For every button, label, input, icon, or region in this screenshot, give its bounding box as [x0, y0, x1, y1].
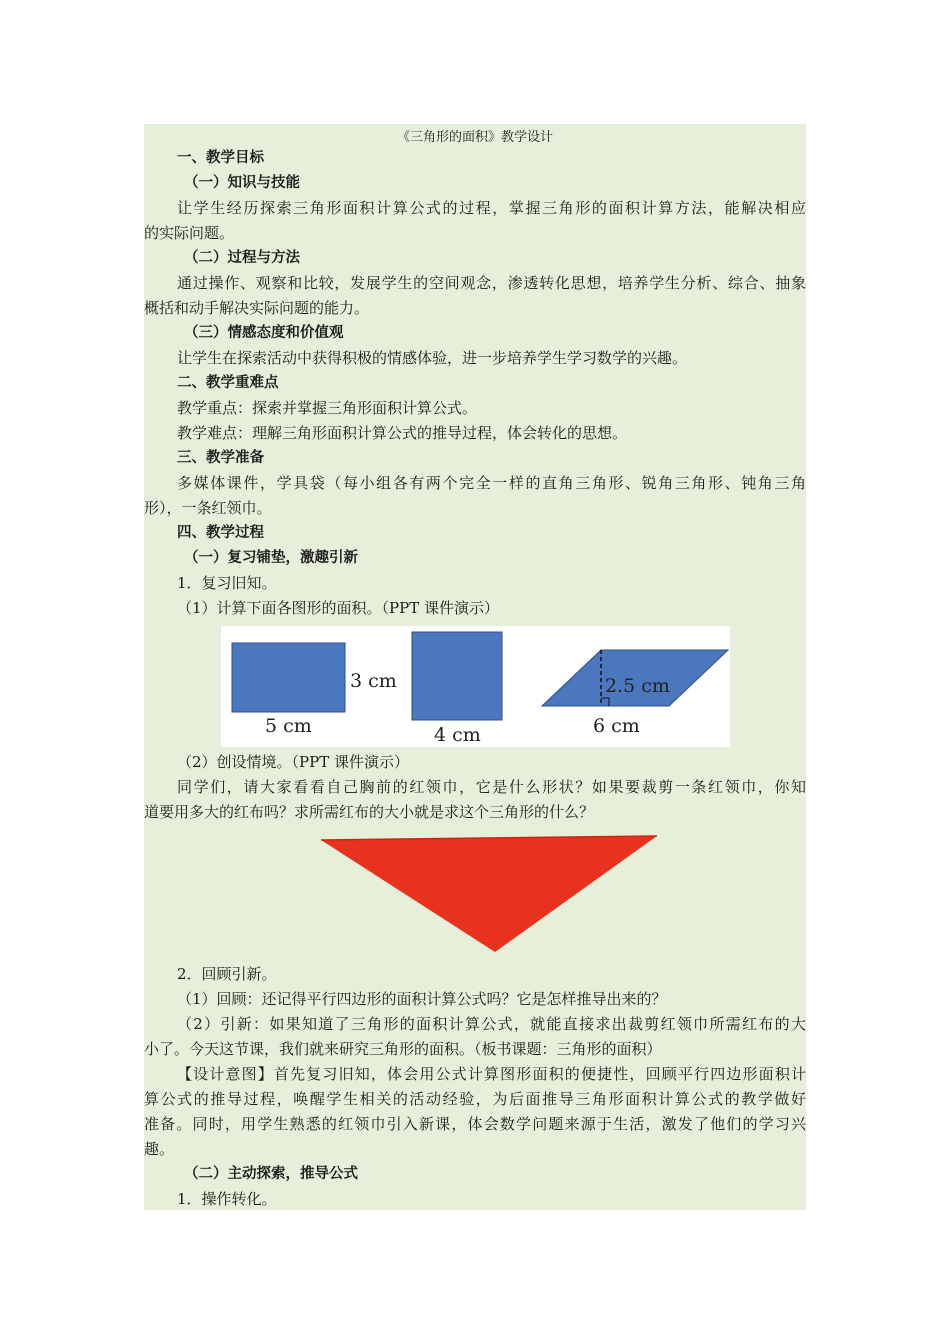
parallelogram-height-label: 2.5 cm: [605, 675, 670, 697]
paragraph-line: （1）回顾：还记得平行四边形的面积计算公式吗？它是怎样推导出来的？: [177, 990, 667, 1008]
heading-process: 四、教学过程: [177, 525, 264, 541]
paragraph-line: 的实际问题。: [144, 224, 235, 242]
paragraph-line: 1．操作转化。: [177, 1190, 277, 1208]
paragraph-line: 教学重点：探索并掌握三角形面积计算公式。: [177, 399, 478, 417]
document-page: [144, 124, 806, 1210]
paragraph-line: 形），一条红领巾。: [144, 499, 272, 517]
paragraph-line: （2）创设情境。（PPT 课件演示）: [177, 753, 410, 771]
square-side-label: 4 cm: [434, 724, 481, 746]
doc-title: 《三角形的面积》教学设计: [396, 130, 553, 145]
parallelogram-base-label: 6 cm: [593, 715, 640, 737]
subheading-knowledge: （一）知识与技能: [184, 175, 300, 191]
square-shape: [412, 632, 502, 720]
paragraph-line: 算公式的推导过程，唤醒学生相关的活动经验，为后面推导三角形面积计算公式的教学做好: [144, 1090, 806, 1108]
paragraph-line: 同学们，请大家看看自己胸前的红领巾，它是什么形状？如果要裁剪一条红领巾，你知: [177, 778, 806, 796]
subheading-explore: （二）主动探索，推导公式: [184, 1166, 358, 1182]
paragraph-line: 2．回顾引新。: [177, 965, 277, 983]
rectangle-width-label: 5 cm: [265, 715, 312, 737]
paragraph-line: 准备。同时，用学生熟悉的红领巾引入新课，体会数学问题来源于生活，激发了他们的学习兴: [144, 1115, 806, 1133]
heading-preparation: 三、教学准备: [177, 450, 264, 466]
shapes-svg: [221, 626, 730, 747]
paragraph-line: 1．复习旧知。: [177, 574, 277, 592]
paragraph-line: 让学生在探索活动中获得积极的情感体验，进一步培养学生学习数学的兴趣。: [177, 349, 688, 367]
design-intent-line: 【设计意图】首先复习旧知，体会用公式计算图形面积的便捷性，回顾平行四边形面积计: [177, 1065, 806, 1083]
paragraph-line: 让学生经历探索三角形面积计算公式的过程，掌握三角形的面积计算方法，能解决相应: [177, 199, 806, 217]
paragraph-line: 概括和动手解决实际问题的能力。: [144, 299, 370, 317]
shapes-figure: [221, 626, 730, 747]
paragraph-line: 教学难点：理解三角形面积计算公式的推导过程，体会转化的思想。: [177, 424, 628, 442]
rectangle-shape: [232, 643, 345, 712]
heading-objectives: 一、教学目标: [177, 150, 264, 166]
rectangle-height-label: 3 cm: [350, 670, 397, 692]
red-scarf-image: [319, 834, 669, 956]
paragraph-line: 趣。: [144, 1140, 175, 1158]
paragraph-line: 小了。今天这节课，我们就来研究三角形的面积。（板书课题：三角形的面积）: [144, 1040, 662, 1058]
subheading-review: （一）复习铺垫，激趣引新: [184, 550, 358, 566]
paragraph-line: 道要用多大的红布吗？求所需红布的大小就是求这个三角形的什么？: [144, 803, 595, 821]
paragraph-line: （2）引新：如果知道了三角形的面积计算公式，就能直接求出裁剪红领巾所需红布的大: [177, 1015, 806, 1033]
heading-key-points: 二、教学重难点: [177, 375, 279, 391]
subheading-attitude: （三）情感态度和价值观: [184, 325, 344, 341]
paragraph-line: （1）计算下面各图形的面积。（PPT 课件演示）: [177, 599, 500, 617]
paragraph-line: 通过操作、观察和比较，发展学生的空间观念，渗透转化思想，培养学生分析、综合、抽象: [177, 274, 806, 292]
subheading-process: （二）过程与方法: [184, 250, 300, 266]
red-scarf-svg: [319, 834, 669, 956]
red-scarf-triangle: [321, 836, 657, 952]
paragraph-line: 多媒体课件，学具袋（每小组各有两个完全一样的直角三角形、锐角三角形、钝角三角: [177, 474, 806, 492]
